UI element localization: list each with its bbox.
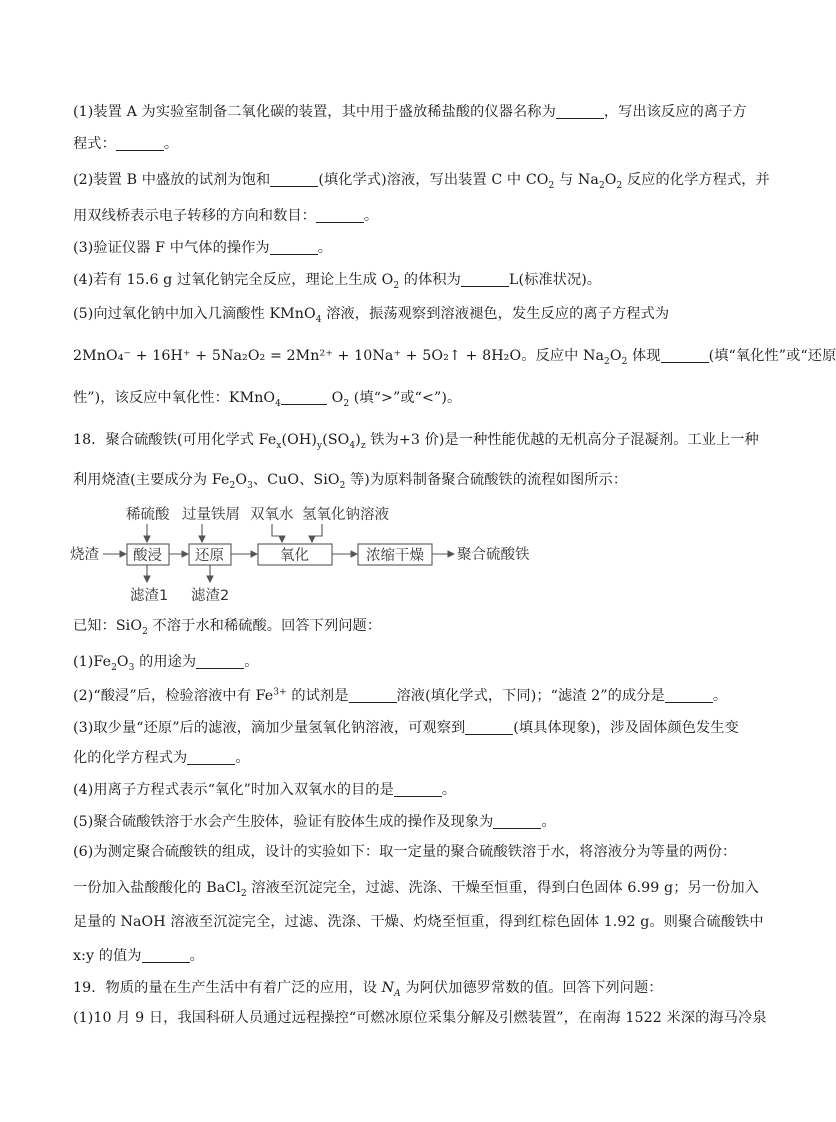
- q18-sub6-line1: (6)为测定聚合硫酸铁的组成，设计的实验如下：取一定量的聚合硫酸铁溶于水，将溶液分为等量的两份：: [73, 844, 737, 860]
- answer-blank[interactable]: [142, 948, 190, 963]
- residue-label: 滤渣1: [130, 588, 169, 604]
- answer-blank[interactable]: [394, 782, 442, 797]
- answer-blank[interactable]: [270, 240, 318, 255]
- q19-sub1: (1)10 月 9 日，我国科研人员通过远程操控“可燃冰原位采集分解及引燃装置”，在南海 1522 米深的海马冷泉: [73, 1010, 767, 1026]
- q17-part4: (4)若有 15.6 g 过氧化钠完全反应，理论上生成 $O_2$ 的体积为 L(标准状况)。: [73, 272, 602, 291]
- answer-blank[interactable]: [187, 750, 235, 765]
- flow-step-label: 浓缩干燥: [366, 548, 424, 564]
- q18-intro-line1: 18．聚合硫酸铁(可用化学式 $Fe_x(OH)_y(SO_4)_z$ 铁为+3 价)是一种性能优越的无机高分子混凝剂。工业上一种: [73, 432, 759, 451]
- q18-sub1: $(1)Fe_2O_3$ 的用途为 。: [73, 654, 259, 673]
- answer-blank[interactable]: [665, 688, 713, 703]
- answer-blank[interactable]: [281, 390, 327, 405]
- answer-blank[interactable]: [493, 814, 541, 829]
- process-flowchart: [70, 500, 530, 610]
- q17-part2-line2: 用双线桥表示电子转移的方向和数目： 。: [73, 208, 379, 224]
- q17-part1-line1: (1)装置 A 为实验室制备二氧化碳的装置，其中用于盛放稀盐酸的仪器名称为 ，写出该反应的离子方: [73, 104, 747, 120]
- q17-part2-line1: (2)装置 B 中盛放的试剂为饱和 (填化学式)溶液，写出装置 C 中 $CO_2$ 与 $Na_2O_2$ 反应的化学方程式，并: [73, 172, 770, 191]
- flow-arrow: [272, 524, 282, 542]
- q18-sub6-line4: x:y 的值为 。: [73, 948, 204, 964]
- q18-sub3-line1: (3)取少量“还原”后的滤液，滴加少量氢氧化钠溶液，可观察到 (填具体现象)，涉及固体颜色发生变: [73, 720, 739, 736]
- answer-blank[interactable]: [461, 272, 509, 287]
- flow-step-label: 还原: [195, 548, 224, 564]
- q17-part5-line2: 2MnO₄⁻ + 16H⁺ + 5Na₂O₂ = 2Mn²⁺ + 10Na⁺ + 5O₂↑ + 8H₂O。反应中 $Na_2O_2$ 体现 (填“氧化性”或“还原: [73, 348, 836, 367]
- answer-blank[interactable]: [116, 136, 164, 151]
- answer-blank[interactable]: [661, 348, 709, 363]
- answer-blank[interactable]: [556, 104, 604, 119]
- q18-intro-line2: 利用烧渣(主要成分为 $Fe_2O_3$、CuO、SiO$_2$ 等)为原料制备聚合硫酸铁的流程如图所示：: [73, 472, 628, 491]
- answer-blank[interactable]: [465, 720, 513, 735]
- flow-step-label: 氧化: [280, 548, 309, 564]
- q18-sub4: (4)用离子方程式表示“氧化”时加入双氧水的目的是 。: [73, 782, 457, 798]
- reagent-label: 稀硫酸: [126, 507, 170, 523]
- answer-blank[interactable]: [349, 688, 397, 703]
- q18-sub3-line2: 化的化学方程式为 。: [73, 750, 250, 766]
- q17-part5-line3: 性”)，该反应中氧化性：KMnO$_4$ $O_2$ (填“>”或“<”)。: [73, 390, 462, 409]
- q17-part5-line1: (5)向过氧化钠中加入几滴酸性 KMnO$_4$ 溶液，振荡观察到溶液褪色，发生反应的离子方程式为: [73, 306, 670, 325]
- flow-product-label: 聚合硫酸铁: [457, 547, 530, 563]
- reagent-label: 氢氧化钠溶液: [302, 507, 389, 523]
- answer-blank[interactable]: [196, 654, 244, 669]
- q18-sub6-line2: 一份加入盐酸酸化的 BaCl$_2$ 溶液至沉淀完全，过滤、洗涤、干燥至恒重，得到白色固体 6.99 g；另一份加入: [73, 880, 759, 899]
- flow-arrow: [312, 524, 322, 542]
- q18-sub5: (5)聚合硫酸铁溶于水会产生胶体，验证有胶体生成的操作及现象为 。: [73, 814, 556, 830]
- q19-intro: 19．物质的量在生产生活中有着广泛的应用，设 $N_A$ 为阿伏加德罗常数的值。回答下列问题：: [73, 980, 663, 999]
- reagent-label: 双氧水: [250, 507, 294, 523]
- flow-step-label: 酸浸: [133, 548, 162, 564]
- q18-sub6-line3: 足量的 NaOH 溶液至沉淀完全，过滤、洗涤、干燥、灼烧至恒重，得到红棕色固体 1.92 g。则聚合硫酸铁中: [73, 914, 764, 930]
- answer-blank[interactable]: [316, 208, 364, 223]
- flow-input-label: 烧渣: [70, 547, 99, 563]
- q18-known: 已知：SiO$_2$ 不溶于水和稀硫酸。回答下列问题：: [73, 618, 382, 637]
- q17-part3: (3)验证仪器 F 中气体的操作为 。: [73, 240, 333, 256]
- reagent-label: 过量铁屑: [182, 507, 240, 523]
- residue-label: 滤渣2: [191, 588, 230, 604]
- q18-sub2: (2)“酸浸”后，检验溶液中有 $Fe^{3+}$ 的试剂是 溶液(填化学式，下同)；“滤渣 2”的成分是 。: [73, 687, 728, 704]
- q17-part1-line2: 程式： 。: [73, 136, 179, 152]
- ionic-equation: 2MnO₄⁻ + 16H⁺ + 5Na₂O₂ = 2Mn²⁺ + 10Na⁺ + 5O₂↑ + 8H₂O: [73, 348, 522, 364]
- answer-blank[interactable]: [270, 172, 318, 187]
